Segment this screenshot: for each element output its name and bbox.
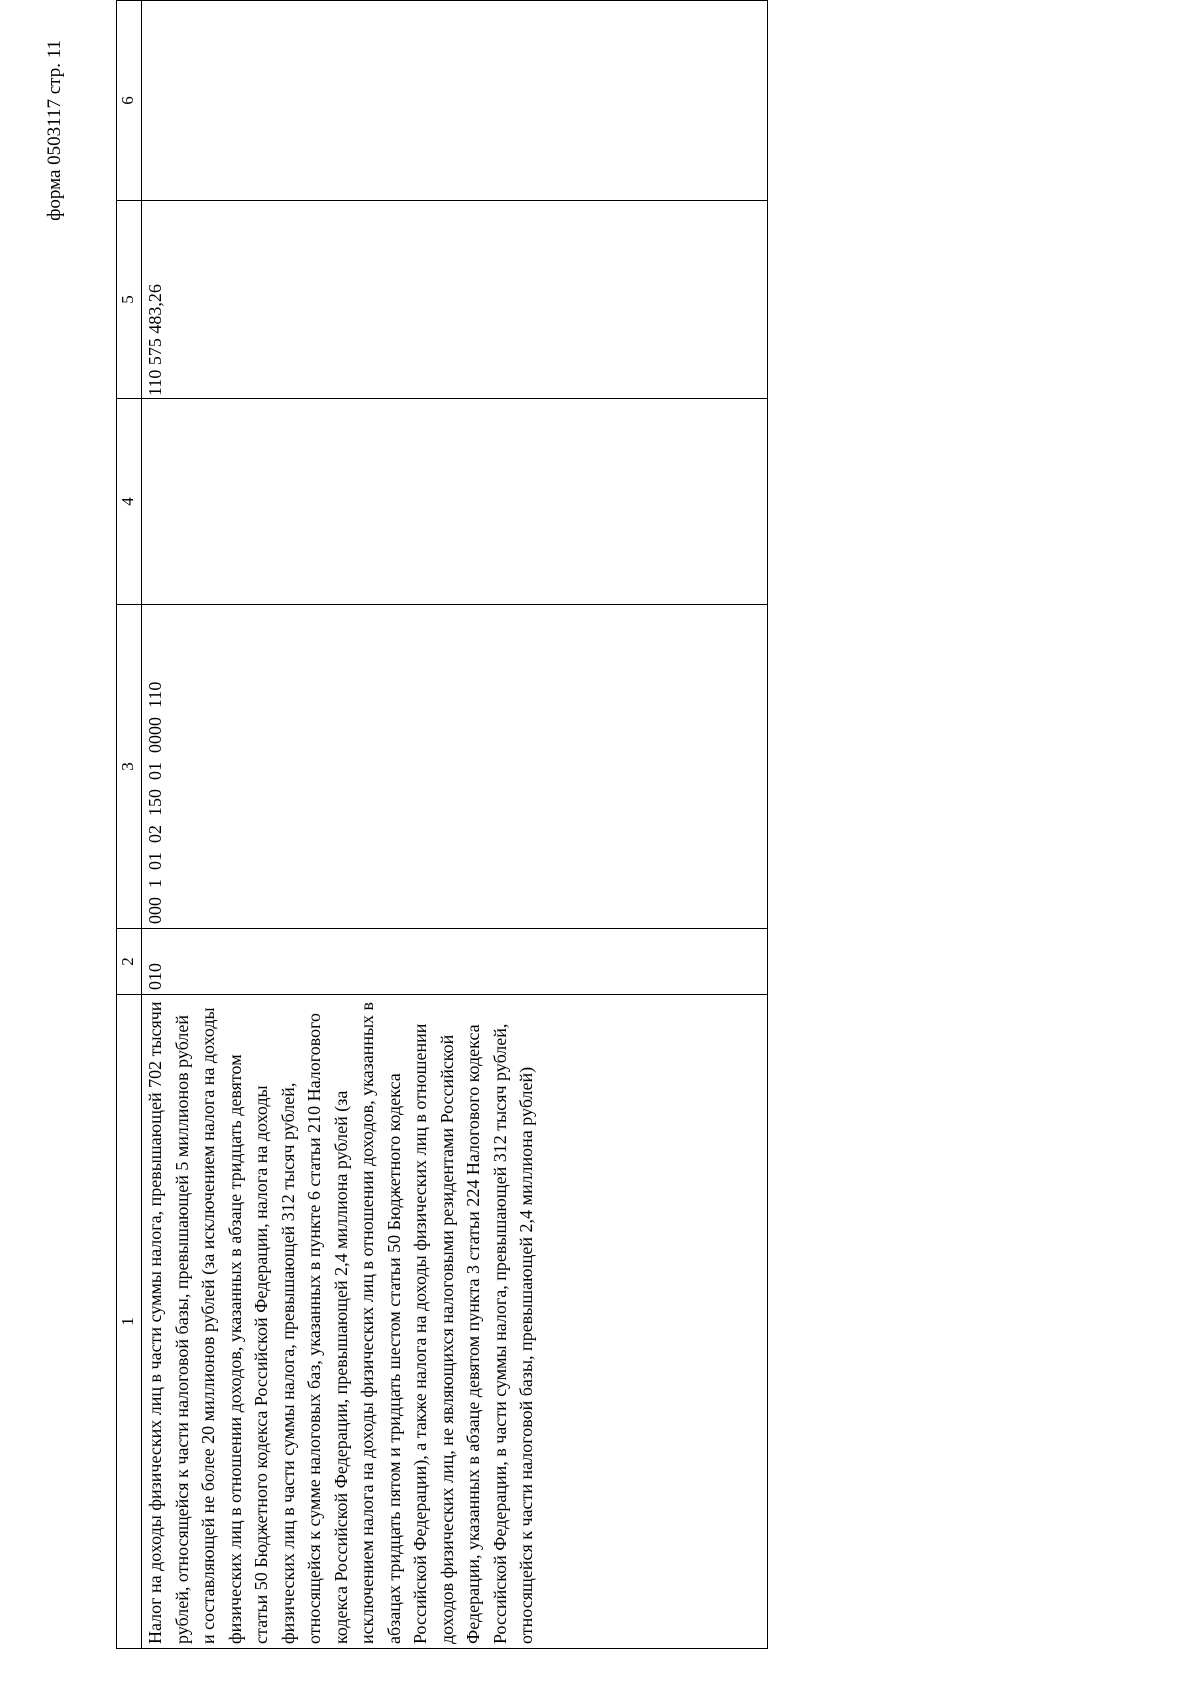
column-number-row <box>117 1 142 1649</box>
column-number-1: 1 <box>117 995 142 1649</box>
line-code-cell: 010 <box>142 929 768 995</box>
income-description-cell: Налог на доходы физических лиц в части суммы налога, превышающей 702 тысячи рублей, относящейся к части налоговой базы, превышающей 5 миллионов рублей и составляющей не более 20 миллионов рублей (за исключением налога на доходы физических лиц в отношении доходов, указанных в абзаце тридцать девятом статьи 50 Бюджетного кодекса Российской Федерации, налога на доходы физических лиц в части суммы налога, превышающей 312 тысяч рублей, относящейся к сумме налоговых баз, указанных в пункте 6 статьи 210 Налогового кодекса Российской Федерации, превышающей 2,4 миллиона рублей (за исключением налога на доходы физических лиц в отношении доходов, указанных в абзацах тридцать пятом и тридцать шестом статьи 50 Бюджетного кодекса Российской Федерации), а также налога на доходы физических лиц в отношении доходов физических лиц, не являющихся налоговыми резидентами Российской Федерации, указанных в абзаце девятом пункта 3 статьи 224 Налогового кодекса Российской Федерации, в части суммы налога, превышающей 312 тысяч рублей, относящейся к части налоговой базы, превышающей 2,4 миллиона рублей) <box>142 995 768 1649</box>
column-number-2: 2 <box>117 929 142 995</box>
column-number-6: 6 <box>117 1 142 201</box>
unexecuted-amount-cell <box>142 1 768 201</box>
table-row <box>142 1 768 1649</box>
form-number-label: форма 0503117 стр. 11 <box>44 40 65 221</box>
executed-amount-cell: 110 575 483,26 <box>142 201 768 399</box>
column-number-3: 3 <box>117 605 142 929</box>
column-number-4: 4 <box>117 399 142 605</box>
column-number-5: 5 <box>117 201 142 399</box>
income-report-table <box>116 0 768 1649</box>
approved-appropriations-cell <box>142 399 768 605</box>
income-classification-code-cell: 000 1 01 02 150 01 0000 110 <box>142 605 768 929</box>
